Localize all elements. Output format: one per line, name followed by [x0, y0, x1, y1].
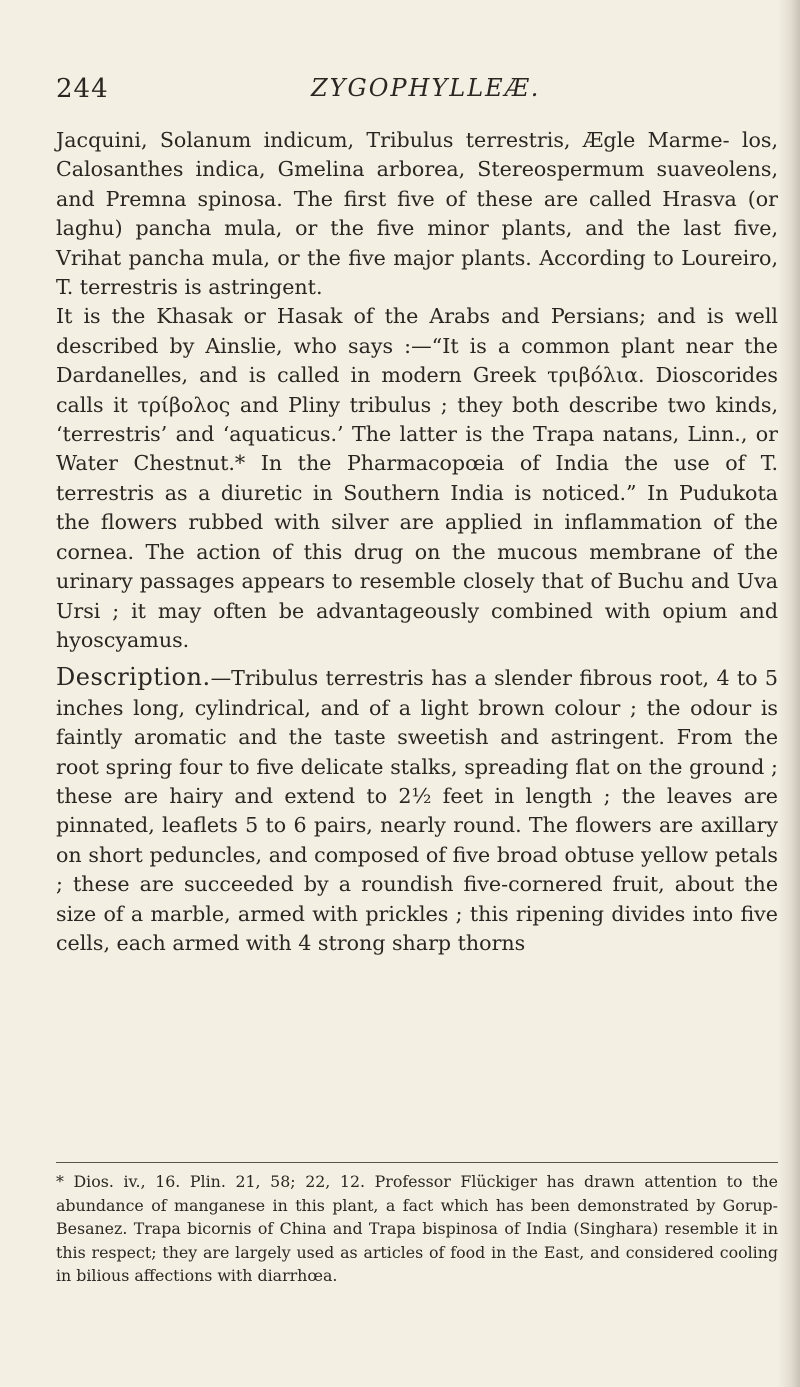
- p2-line-10: cornea. The action of this drug on the mucous membrane of: [56, 539, 733, 564]
- section-lead-description: Description.: [56, 663, 211, 692]
- p2-line-4: Greek τριβόλια. Dioscorides calls it τρίβολος and Pliny tribulus ;: [56, 363, 778, 417]
- p2-line-6: The latter is the Trapa natans, Linn., or Water Chestnut.*: [56, 422, 778, 476]
- p3-line-10: the size of a marble, armed with prickles ; this ripening: [56, 872, 779, 926]
- paragraph-2: [56, 302, 778, 655]
- footnote: * Dios. iv., 16. Plin. 21, 58; 22, 12. Professor Flückiger has drawn attention to the abundance of manganese in this plant, a fact which has been demonstrated by Gorup-Besanez. Trapa bicornis of China and Trapa bispinosa of India (Singhara) resemble it in this respect; they are largely used as articles of food in the East, and considered cooling in bilious affections with diarrhœa.: [56, 1172, 778, 1285]
- p3-line-6: extend to 2½ feet in length ; the leaves are pinnated, leaflets: [56, 783, 778, 838]
- page-edge-shadow: [778, 0, 800, 1387]
- p2-line-9: flowers rubbed with silver are applied in inflammation of the: [100, 510, 778, 535]
- p3-line-2: root, 4 to 5 inches long, cylindrical, and of a light brown: [56, 666, 779, 720]
- p2-line-13: opium and hyoscyamus.: [56, 598, 779, 652]
- p1-line-2: los, Calosanthes indica, Gmelina arborea, Stereospermum: [56, 128, 778, 182]
- p1-line-4: called Hrasva (or laghu) pancha mula, or the five minor plants,: [56, 186, 778, 241]
- p3-line-8: peduncles, and composed of five broad obtuse yellow petals ;: [56, 842, 778, 897]
- p3-line-4: and astringent. From the root spring four to five delicate: [56, 725, 779, 779]
- paragraph-3: [56, 663, 778, 958]
- p2-line-5: they both describe two kinds, ‘terrestris’ and ‘aquaticus.’: [56, 392, 779, 447]
- p2-line-1: It is the Khasak or Hasak of the Arabs and Persians;: [56, 304, 647, 329]
- p3-line-11: divides into five cells, each armed with 4 strong sharp thorns: [56, 901, 778, 955]
- page-header: [56, 70, 776, 110]
- p1-line-6: According to Loureiro, T. terrestris is astringent.: [56, 245, 779, 300]
- p2-line-11: the urinary passages appears to resemble closely that of Buchu: [56, 539, 779, 594]
- p1-line-5: and the last five, Vrihat pancha mula, or the five major plants.: [56, 216, 778, 270]
- p3-line-1: —Tribulus terrestris has a slender fibrous: [210, 666, 653, 691]
- paragraph-1: [56, 126, 778, 302]
- p2-line-7: In the Pharmacopœia of India the use of T. terrestris as a: [56, 451, 779, 505]
- p2-line-12: and Uva Ursi ; it may often be advantageously combined with: [56, 569, 779, 623]
- running-title: ZYGOPHYLLEÆ.: [311, 74, 541, 102]
- p2-line-8: diuretic in Southern India is noticed.” In Pudukota the: [56, 480, 779, 535]
- p2-line-3: common plant near the Dardanelles, and is called in modern: [56, 333, 778, 388]
- p3-line-3: colour ; the odour is faintly aromatic and the taste sweetish: [56, 695, 779, 750]
- p2-line-2: and is well described by Ainslie, who says :—“It is a: [56, 304, 778, 358]
- p3-line-5: stalks, spreading flat on the ground ; these are hairy and: [56, 754, 778, 808]
- page-number: 244: [56, 74, 109, 104]
- p1-line-3: suaveolens, and Premna spinosa. The first five of these are: [56, 157, 778, 211]
- footnote-rule: [56, 1162, 778, 1163]
- p1-line-1: Jacquini, Solanum indicum, Tribulus terrestris, Ægle Marme-: [56, 128, 730, 152]
- p3-line-9: these are succeeded by a roundish five-cornered fruit, about: [73, 872, 735, 897]
- p3-line-7: 5 to 6 pairs, nearly round. The flowers are axillary on short: [56, 813, 779, 867]
- body-text: [56, 126, 778, 958]
